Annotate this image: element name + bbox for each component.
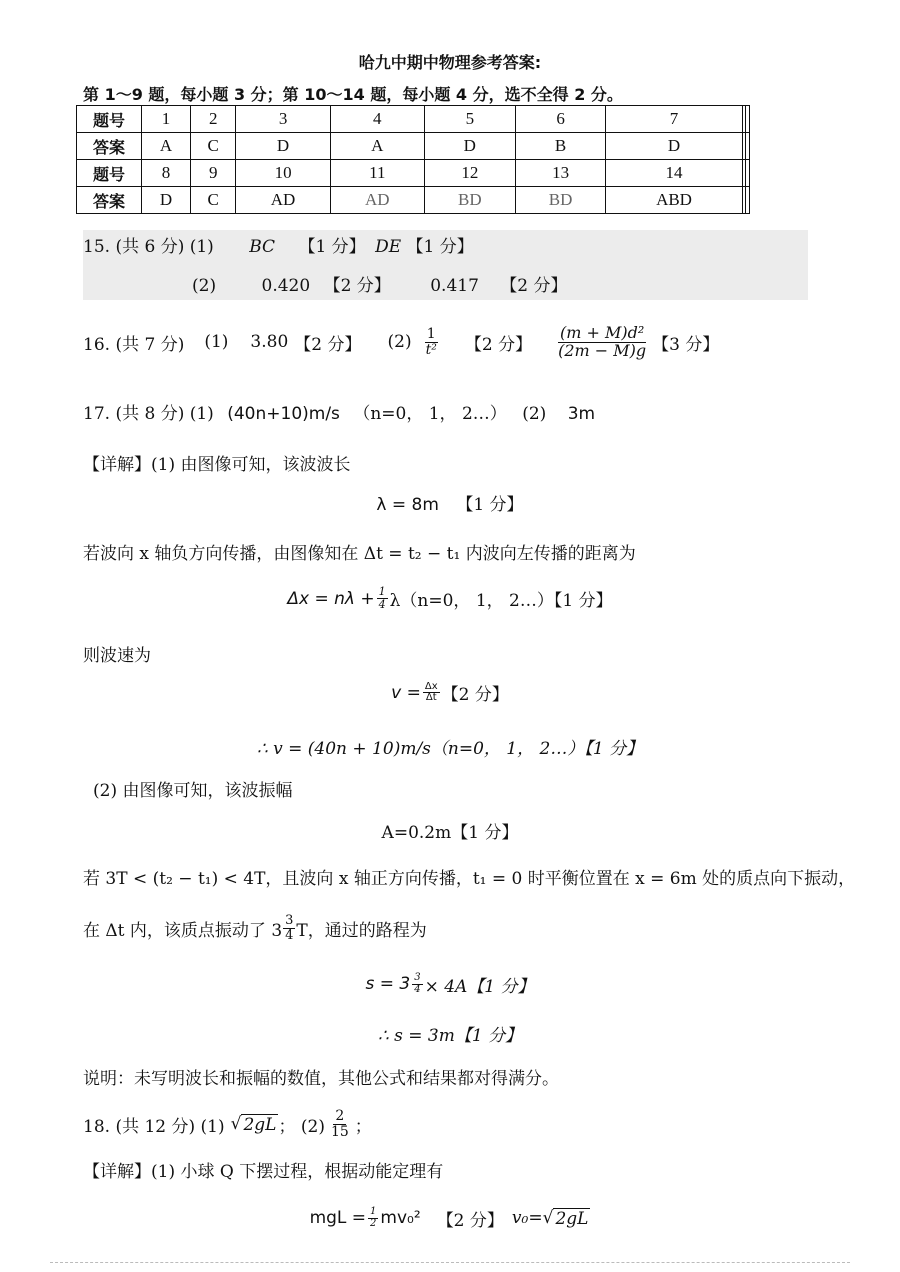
- table-cell: 6: [515, 106, 606, 133]
- table-cell: BD: [515, 187, 606, 214]
- table-row-header: 答案: [77, 187, 142, 214]
- q17-note: 说明：未写明波长和振幅的数值，其他公式和结果都对得满分。: [83, 1069, 559, 1089]
- table-cell: [746, 133, 750, 160]
- table-row: [77, 133, 750, 160]
- q17-text-vibration-fraction-den: 4: [285, 927, 294, 943]
- q15-answer-3: 0.420: [261, 276, 311, 296]
- q17-eq-v-fraction-num: Δx: [424, 680, 438, 692]
- table-cell: AD: [236, 187, 330, 214]
- q16-fraction-1-num: 1: [426, 325, 436, 342]
- table-cell: [746, 160, 750, 187]
- q17-eq-path-rhs: × 4A【1 分】: [424, 976, 535, 997]
- table-row: [77, 160, 750, 187]
- q18-eq-fraction: [368, 1207, 378, 1229]
- q17-head: 17. (共 8 分) (1): [83, 404, 214, 424]
- q17-eq-dx-fraction: [377, 586, 388, 610]
- table-cell: AD: [330, 187, 424, 214]
- page-bottom-divider: [50, 1262, 850, 1263]
- q17-eq-v-fraction: [423, 682, 440, 704]
- table-cell: 11: [330, 160, 424, 187]
- q17-text-vibration-fraction-num: 3: [285, 912, 294, 928]
- q17-detail-1: 【详解】(1) 由图像可知，该波波长: [83, 455, 351, 475]
- q17-text-vibration: [83, 908, 427, 948]
- table-cell: 4: [330, 106, 424, 133]
- table-cell: [746, 187, 750, 214]
- q17-text-speed: 则波速为: [83, 646, 151, 666]
- table-cell: 5: [424, 106, 515, 133]
- q16-fraction-1: [424, 327, 439, 357]
- q15-line1: [83, 232, 474, 257]
- q17-eq-path-fraction-num: 3: [414, 972, 421, 983]
- table-cell: C: [190, 133, 236, 160]
- q17-eq-dx-fraction-num: 1: [378, 585, 386, 599]
- q17-text-vibration-a: 在 Δt 内，该质点振动了 3: [83, 920, 283, 941]
- q17-eq-dx-fraction-den: 4: [378, 598, 386, 611]
- q18-eq-energy: [0, 1198, 900, 1238]
- table-cell: BD: [424, 187, 515, 214]
- q15-score-4: 【2 分】: [500, 276, 568, 296]
- table-row-header: 题号: [77, 160, 142, 187]
- q17-eq-lambda: [0, 490, 900, 515]
- q15-part2-label: (2): [192, 276, 217, 296]
- q17-eq-path: [0, 966, 900, 1002]
- q18-end: ；: [354, 1116, 372, 1137]
- q18-eq-lhs: mgL =: [309, 1208, 367, 1228]
- table-cell: 10: [236, 160, 330, 187]
- table-cell: [746, 106, 750, 133]
- q15-answer-4: 0.417: [430, 276, 479, 296]
- q18-detail: 【详解】(1) 小球 Q 下摆过程，根据动能定理有: [83, 1162, 444, 1182]
- q15-line2: [192, 271, 568, 296]
- q16-answer-1: 3.80: [250, 332, 289, 352]
- q17-part2-label: (2): [522, 404, 547, 424]
- q18-fraction-num: 2: [335, 1107, 345, 1124]
- q18-eq-sqrt-sign: √: [542, 1208, 554, 1228]
- table-cell: 9: [190, 160, 236, 187]
- table-cell: D: [236, 133, 330, 160]
- q17-eq-path-fraction-den: 4: [414, 983, 421, 995]
- table-cell: 1: [142, 106, 191, 133]
- q18-fraction-den: 15: [330, 1123, 349, 1140]
- table-cell: B: [515, 133, 606, 160]
- q15-score-2: 【1 分】: [406, 237, 474, 257]
- table-cell: D: [606, 133, 742, 160]
- q16-score-2: 【2 分】: [464, 334, 533, 355]
- q17-answer-2: 3m: [567, 404, 596, 424]
- q18-sqrt-sign: √: [230, 1114, 242, 1134]
- q16-part1-label: (1): [204, 332, 229, 352]
- q18-eq-fraction-den: 2: [370, 1217, 377, 1229]
- table-cell: D: [142, 187, 191, 214]
- q17-condition: （n=0， 1， 2…）: [353, 404, 507, 424]
- table-row-header: 答案: [77, 133, 142, 160]
- q17-text-vibration-fraction: [283, 914, 295, 942]
- q17-eq-v2-text: ∴ v = (40n + 10)m/s（n=0， 1， 2…）【1 分】: [256, 739, 644, 759]
- q17-eq-path-result: [0, 1021, 900, 1046]
- q18-separator: ； (2): [278, 1116, 325, 1137]
- q17-eq-path-lhs: s = 3: [365, 974, 411, 994]
- table-row-header: 题号: [77, 106, 142, 133]
- q16-line: [83, 318, 719, 366]
- table-cell: 13: [515, 160, 606, 187]
- table-cell: 12: [424, 160, 515, 187]
- table-cell: C: [190, 187, 236, 214]
- q17-answer-1: (40n+10)m/s: [227, 404, 340, 424]
- q17-eq-lambda-score: 【1 分】: [456, 495, 524, 515]
- q16-fraction-2: [556, 322, 648, 360]
- q18-eq-fraction-num: 1: [370, 1206, 377, 1217]
- q17-eq-amplitude: [0, 818, 900, 843]
- q17-eq-v-lhs: v =: [391, 682, 421, 703]
- q16-fraction-1-den: t²: [425, 341, 437, 358]
- q17-eq-lambda-value: λ = 8m: [376, 495, 439, 515]
- q18-eq-v0: v₀=: [511, 1208, 543, 1228]
- table-cell: ABD: [606, 187, 742, 214]
- q15-answer-2: DE: [375, 237, 402, 257]
- q15-score-3: 【2 分】: [323, 276, 391, 296]
- table-cell: A: [330, 133, 424, 160]
- q16-fraction-2-num: (m + M)d²: [559, 322, 645, 342]
- table-cell: 7: [606, 106, 742, 133]
- table-cell: 8: [142, 160, 191, 187]
- q18-answer-1: 2gL: [243, 1114, 277, 1135]
- q17-eq-v2: [0, 734, 900, 759]
- table-cell: A: [142, 133, 191, 160]
- q17-eq-amplitude-text: A=0.2m【1 分】: [381, 823, 519, 843]
- q16-part2-label: (2): [387, 332, 412, 352]
- q17-eq-dx-lhs: Δx = nλ +: [287, 588, 375, 609]
- q18-line: [83, 1102, 372, 1146]
- table-cell: 3: [236, 106, 330, 133]
- q17-text-direction: 若波向 x 轴负方向传播，由图像知在 Δt = t₂ − t₁ 内波向左传播的距离为: [83, 544, 636, 564]
- table-cell: 2: [190, 106, 236, 133]
- q16-head: 16. (共 7 分): [83, 334, 185, 355]
- q15-head: 15. (共 6 分) (1): [83, 237, 214, 257]
- q15-answer-1: BC: [249, 237, 276, 257]
- q15-score-1: 【1 分】: [298, 237, 366, 257]
- q17-eq-path-result-text: ∴ s = 3m【1 分】: [377, 1026, 523, 1046]
- q17-eq-path-fraction: [412, 973, 422, 995]
- table-cell: D: [424, 133, 515, 160]
- q17-detail-2: (2) 由图像可知，该波振幅: [93, 781, 293, 801]
- table-cell: 14: [606, 160, 742, 187]
- q18-eq-mid: mv₀²: [380, 1208, 421, 1228]
- q17-text-vibration-b: T，通过的路程为: [296, 920, 427, 941]
- q16-score-3: 【3 分】: [652, 334, 720, 355]
- q17-text-condition: 若 3T < (t₂ − t₁) < 4T，且波向 x 轴正方向传播，t₁ = 0 时平衡位置在 x = 6m 处的质点向下振动，: [83, 869, 856, 889]
- q16-fraction-2-den: (2m − M)g: [558, 340, 647, 360]
- q17-eq-dx: [0, 586, 900, 611]
- q18-eq-root: 2gL: [555, 1208, 589, 1229]
- page-title: 哈九中期中物理参考答案:: [358, 53, 542, 72]
- table-row: [77, 187, 750, 214]
- q17-eq-v-score: 【2 分】: [441, 685, 509, 705]
- scoring-instructions: 第 1～9 题，每小题 3 分；第 10～14 题，每小题 4 分，选不全得 2 分。: [83, 85, 623, 104]
- q17-eq-v-fraction-den: Δt: [425, 692, 437, 703]
- table-row: [77, 106, 750, 133]
- q18-eq-score: 【2 分】: [436, 1210, 504, 1231]
- q17-line: [83, 399, 595, 424]
- q18-fraction: [329, 1109, 351, 1139]
- q17-eq-dx-rhs: λ（n=0， 1， 2…）【1 分】: [389, 591, 613, 611]
- q17-eq-v: [0, 680, 900, 705]
- q16-score-1: 【2 分】: [294, 334, 362, 355]
- answer-table: [76, 105, 750, 214]
- q18-head: 18. (共 12 分) (1): [83, 1116, 225, 1137]
